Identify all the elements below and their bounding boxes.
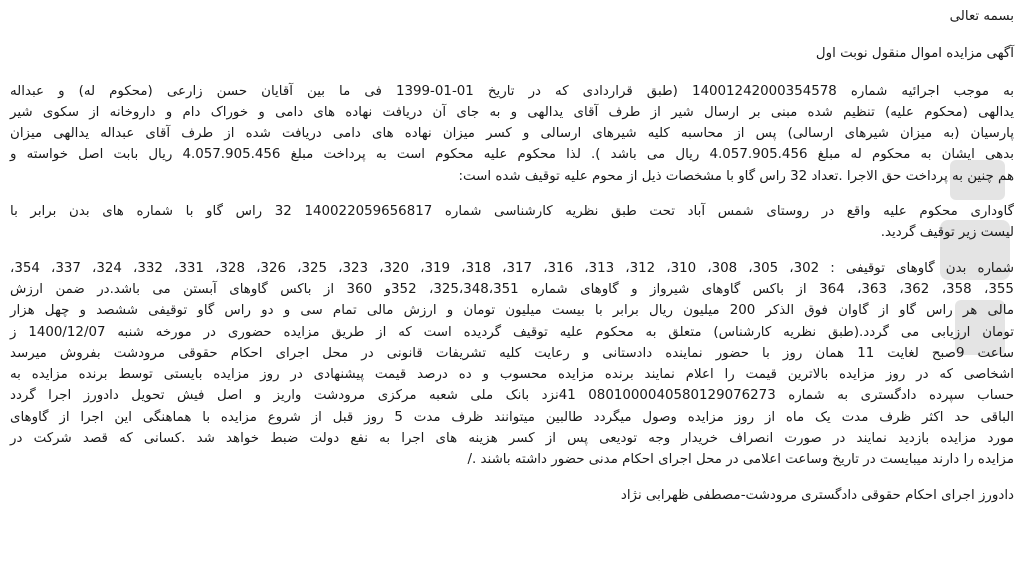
paragraph-line: تومان ارزیابی می گردد.(طبق نظریه کارشناس) متعلق به محکوم علیه توقیف گردیده است که از طریق مزایده حضوری در مورخه شنبه 1400/12/07 ز: [10, 324, 1014, 340]
paragraph-1: [10, 81, 1014, 187]
paragraph-line: مالی هر راس گاو از گاوان فوق الذکر 200 میلیون ریال برابر با بیست میلیون تومان و ارزش مالی تمام سی و دو راس گاو توقیفی ششصد و چهل هزار: [10, 303, 1014, 319]
header-text: بسمه تعالی: [949, 9, 1014, 24]
document-body: [10, 6, 1014, 506]
paragraph-line: به موجب اجرائیه شماره 14001242000354578 (طبق قراردادی که در تاریخ 01-01-1399 فی ما بین آقایان حسن زارعی (محکوم له) و عبداله: [10, 83, 1014, 99]
paragraph-2: [10, 201, 1014, 244]
paragraph-line: بدهی ایشان به محکوم له مبلغ 4.057.905.456 ریال می باشد ). لذا محکوم علیه محکوم است به پرداخت مبلغ 4.057.905.456 ریال بابت اصل خواسته و: [10, 147, 1014, 163]
paragraph-line: یدالهی (محکوم علیه) تنظیم شده مبنی بر ارسال شیر از طرف آقای یدالهی و به جای آن دریافت نهاده های دامی و خوراک دام و داروخانه از سکوی شیر: [10, 104, 1014, 120]
paragraph-line: 355، 358، 362، 363، 364 از باکس گاوهای شیرواز و گاوهای شماره 325،348،351، 352و 360 از باکس گاوهای آبستن می باشد.در ضمن ارزش: [10, 281, 1014, 297]
paragraph-line: گاوداری محکوم علیه واقع در روستای شمس آباد تحت طبق نظریه کارشناسی شماره 140022059656817 32 راس گاو با شماره های بدن برابر با: [10, 204, 1015, 220]
paragraph-line: مورد مزایده بازدید نمایند در صورت انصراف خریدار وجه تودیعی پس از کسر هزینه های اجرا به نفع دولت ضبط خواهد شد .کسانی که قصد شرکت در: [10, 431, 1014, 447]
paragraph-line: شماره بدن گاوهای توقیفی : 302، 305، 308، 310، 312، 313، 316، 317، 318، 319، 320، 323، 325، 326، 328، 331، 332، 324، 337، 354،: [10, 260, 1014, 276]
signature-line: دادورز اجرای احکام حقوقی دادگستری مرودشت-مصطفی ظهرابی نژاد: [620, 487, 1014, 503]
paragraph-line: الباقی حد اکثر ظرف مدت یک ماه از روز مزایده وصول میگردد طالبین میتوانند ظرف مدت 5 روز قبل از شروع مزایده با هماهنگی این اجرا از گاوهای: [10, 409, 1014, 425]
paragraph-line: هم چنین به پرداخت حق الاجرا .تعداد 32 راس گاو با مشخصات ذیل از محوم علیه توقیف شده است:: [458, 168, 1014, 184]
paragraph-line: مزایده را دارند میبایست در تاریخ وساعت اعلامی در محل اجرای احکام مدنی حضور داشته باشند ./: [467, 452, 1014, 468]
document-title: آگهی مزایده اموال منقول نوبت اول: [815, 46, 1014, 62]
paragraph-line: اشخاصی که در روز مزایده بالاترین قیمت را اعلام نمایند برنده مزایده محسوب و ده درصد قیمت پیشنهادی در روز مزایده بایستی توسط برنده مزایده به: [10, 367, 1014, 383]
paragraph-line: لیست زیر توقیف گردید.: [880, 225, 1014, 241]
paragraph-3: [10, 258, 1014, 471]
paragraph-line: حساب سپرده دادگستری به شماره 0801000040580129076273 41نزد بانک ملی شعبه مرکزی مرودشت واریز و اصل فیش تحویل دادورز اجرا گردد: [10, 388, 1014, 404]
paragraph-line: ساعت 9صبح لغایت 11 همان روز با حضور نماینده دادستانی و رعایت کلیه تشریفات قانونی در محل اجرای احکام حقوقی مرودشت بفروش میرسد: [10, 345, 1014, 361]
paragraph-line: پارسیان (به میزان شیرهای ارسالی) پس از محاسبه کلیه شیرهای ارسالی و کسر میزان نهاده های دامی دریافت شده از طرف آقای عبداله یدالهی میزان: [10, 126, 1014, 142]
